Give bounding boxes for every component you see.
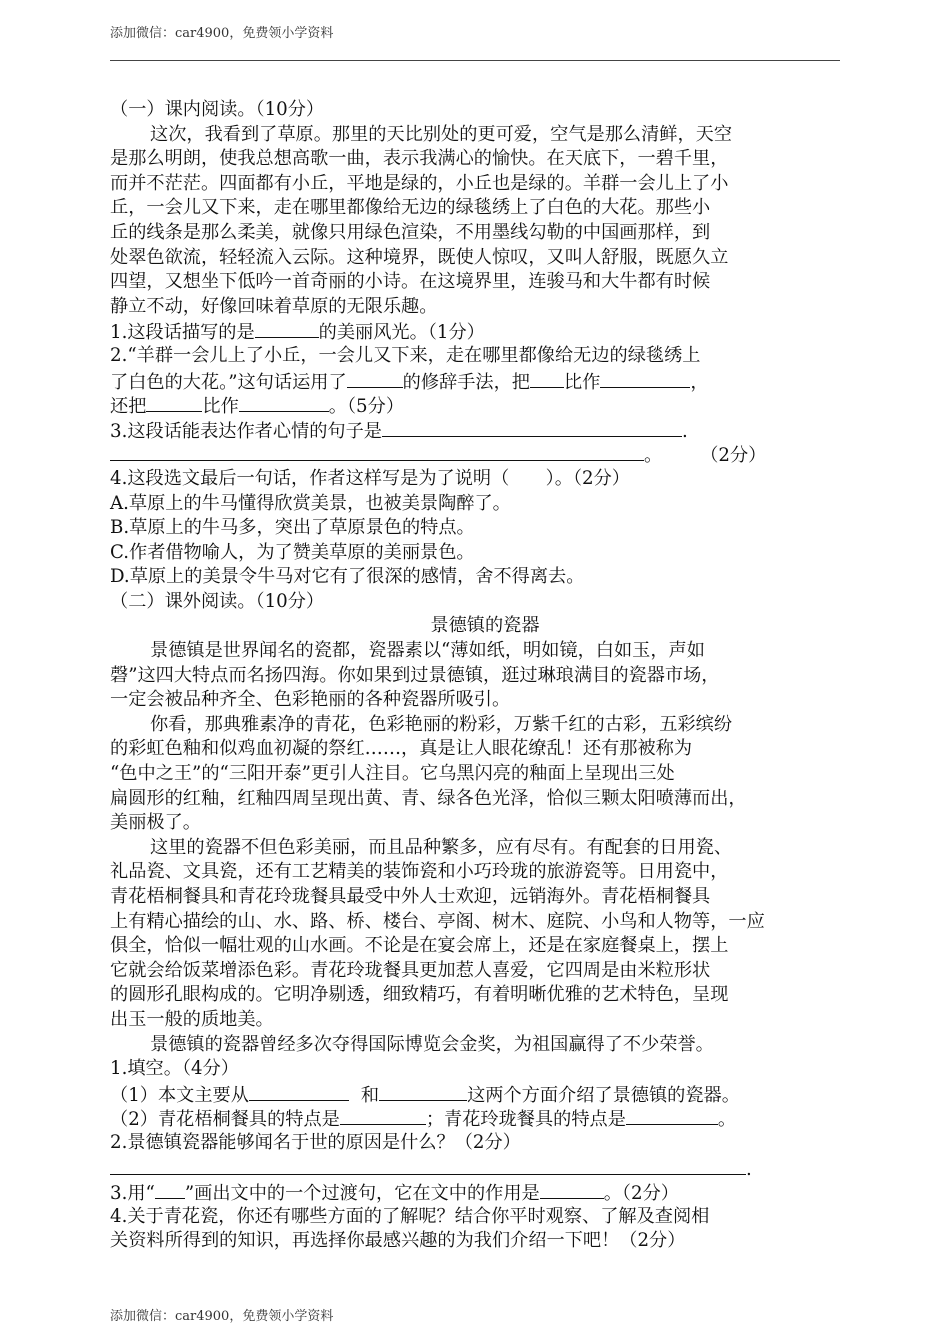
article-title: 景德镇的瓷器 xyxy=(430,615,540,637)
question-text: ；青花玲珑餐具的特点是 xyxy=(425,1109,626,1131)
option-b[interactable]: B.草原上的牛马多，突出了草原景色的特点。 xyxy=(110,517,475,539)
passage-line: 磬”这四大特点而名扬四海。你如果到过景德镇，逛过琳琅满目的瓷器市场， xyxy=(110,664,720,686)
question-text: 了白色的大花。”这句话运用了 xyxy=(110,371,347,393)
question-text: 。（2分） xyxy=(603,1183,679,1205)
question-3-line1 xyxy=(110,418,860,443)
passage-line: 青花梧桐餐具和青花玲珑餐具最受中外人士欢迎，远销海外。青花梧桐餐具 xyxy=(110,886,711,907)
article-paragraph-2 xyxy=(110,713,860,836)
question-text: 这两个方面介绍了景德镇的瓷器。 xyxy=(467,1084,740,1106)
section2-question-2-answer xyxy=(110,1156,860,1181)
passage-line: 而并不茫茫。四面都有小丘，平地是绿的，小丘也是绿的。羊群一会儿上了小 xyxy=(110,172,729,194)
option-d[interactable]: D.草原上的美景令牛马对它有了很深的感情，舍不得离去。 xyxy=(110,566,585,588)
passage-line: 礼品瓷、文具瓷，还有工艺精美的装饰瓷和小巧玲珑的旅游瓷等。日用瓷中， xyxy=(110,861,729,883)
answer-blank[interactable] xyxy=(146,393,202,412)
passage-line: 你看，那典雅素净的青花，色彩艳丽的粉彩，万紫千红的古彩，五彩缤纷 xyxy=(150,713,733,735)
question-text: 。（5分） xyxy=(328,396,405,418)
answer-blank[interactable] xyxy=(379,1082,467,1101)
passage-line: 景德镇是世界闻名的瓷都，瓷器素以“薄如纸，明如镜，白如玉，声如 xyxy=(150,640,705,662)
question-4-stem: 4.这段选文最后一句话，作者这样写是为了说明（ ）。（2分） xyxy=(110,467,630,489)
section2-question-1-stem: 1.填空。（4分） xyxy=(110,1058,239,1080)
question-text: （1）本文主要从 xyxy=(110,1084,249,1106)
passage-line: 这里的瓷器不但色彩美丽，而且品种繁多，应有尽有。有配套的日用瓷、 xyxy=(150,836,733,858)
article-paragraph-4: 景德镇的瓷器曾经多次夺得国际博览会金奖，为祖国赢得了不少荣誉。 xyxy=(150,1033,714,1055)
question-text: 的修辞手法，把 xyxy=(402,371,530,393)
passage-line: 扁圆形的红釉，红釉四周呈现出黄、青、绿各色光泽，恰似三颗太阳喷薄而出， xyxy=(110,787,747,809)
question-text: . xyxy=(681,420,688,442)
section2-question-3 xyxy=(110,1180,860,1205)
option-a[interactable]: A.草原上的牛马懂得欣赏美景，也被美景陶醉了。 xyxy=(110,492,511,514)
passage-line: 的圆形孔眼构成的。它明净剔透，细致精巧，有着明晰优雅的艺术特色，呈现 xyxy=(110,984,729,1006)
question-text: 3.这段话能表达作者心情的句子是 xyxy=(110,420,382,442)
passage-line: 处翠色欲流，轻轻流入云际。这种境界，既使人惊叹，又叫人舒服，既愿久立 xyxy=(110,246,729,268)
page-footer: 添加微信：car4900，免费领小学资料 xyxy=(110,1309,334,1324)
page-header: 添加微信：car4900，免费领小学资料 xyxy=(110,26,334,41)
answer-blank[interactable] xyxy=(155,1180,185,1199)
question-text: . xyxy=(746,1158,752,1180)
section2-question-4-line2: 关资料所得到的知识，再选择你最感兴趣的为我们介绍一下吧！（2分） xyxy=(110,1230,686,1252)
section1-heading: （一）课内阅读。（10分） xyxy=(110,99,325,120)
section2-question-1-sub1 xyxy=(110,1082,860,1107)
article-paragraph-1 xyxy=(110,639,860,713)
article-paragraph-3 xyxy=(110,836,860,1033)
question-text: 。 xyxy=(717,1109,737,1131)
worksheet-content xyxy=(110,98,860,1254)
question-3-line2 xyxy=(110,442,860,467)
question-2-line3 xyxy=(110,393,860,418)
question-2-line1: 2.“羊群一会儿上了小丘，一会儿又下来，走在哪里都像给无边的绿毯绣上 xyxy=(110,344,701,366)
question-text: 3.用“ xyxy=(110,1183,155,1205)
passage-line: 一定会被品种齐全、色彩艳丽的各种瓷器所吸引。 xyxy=(110,689,511,711)
passage-line: 俱全，恰似一幅壮观的山水画。不论是在宴会席上，还是在家庭餐桌上，摆上 xyxy=(110,935,729,957)
answer-blank[interactable] xyxy=(382,418,682,437)
answer-blank[interactable] xyxy=(600,369,690,388)
passage-line: 丘的线条是那么柔美，就像只用绿色渲染，不用墨线勾勒的中国画那样，到 xyxy=(110,221,711,243)
passage-line: “色中之王”的“三阳开泰”更引人注目。它乌黑闪亮的釉面上呈现出三处 xyxy=(110,763,675,785)
passage-line: 的彩虹色釉和似鸡血初凝的祭红……，真是让人眼花缭乱！还有那被称为 xyxy=(110,738,693,760)
question-text: （2）青花梧桐餐具的特点是 xyxy=(110,1109,340,1131)
question-text: ， xyxy=(690,371,709,393)
question-2-line2 xyxy=(110,369,860,394)
question-text: 比作 xyxy=(202,396,239,418)
question-score: （2分） xyxy=(700,445,767,467)
answer-blank[interactable] xyxy=(340,1106,426,1125)
section2-question-1-sub2 xyxy=(110,1106,860,1131)
answer-blank[interactable] xyxy=(255,319,319,338)
section2-question-4-line1: 4.关于青花瓷，你还有哪些方面的了解呢？结合你平时观察、了解及查阅相 xyxy=(110,1205,710,1227)
answer-blank[interactable] xyxy=(110,1156,746,1175)
header-divider xyxy=(110,60,840,61)
answer-blank[interactable] xyxy=(239,393,329,412)
question-text: 1.这段话描写的是 xyxy=(110,322,255,344)
answer-blank[interactable] xyxy=(249,1082,349,1101)
passage-line: 丘，一会儿又下来，走在哪里都像给无边的绿毯绣上了白色的大花。那些小 xyxy=(110,197,711,219)
question-text: 的美丽风光。（1分） xyxy=(318,322,485,344)
answer-blank[interactable] xyxy=(530,369,564,388)
question-text: 还把 xyxy=(110,396,147,418)
passage-line: 静立不动，好像回味着草原的无限乐趣。 xyxy=(110,295,438,317)
passage-line: 出玉一般的质地美。 xyxy=(110,1008,274,1030)
passage-line: 这次，我看到了草原。那里的天比别处的更可爱，空气是那么清鲜，天空 xyxy=(150,123,733,145)
answer-blank[interactable] xyxy=(626,1106,718,1125)
question-text: 。 xyxy=(644,445,663,467)
section2-question-2-stem: 2.景德镇瓷器能够闻名于世的原因是什么？（2分） xyxy=(110,1131,521,1153)
question-text: 和 xyxy=(360,1084,380,1106)
passage-line: 美丽极了。 xyxy=(110,812,201,834)
answer-blank[interactable] xyxy=(110,442,644,461)
section2-heading: （二）课外阅读。（10分） xyxy=(110,590,325,612)
question-text: ”画出文中的一个过渡句，它在文中的作用是 xyxy=(184,1183,540,1205)
question-text: 比作 xyxy=(563,371,601,393)
answer-blank[interactable] xyxy=(540,1180,604,1199)
passage-line: 上有精心描绘的山、水、路、桥、楼台、亭阁、树木、庭院、小鸟和人物等，一应 xyxy=(110,910,765,932)
section1-passage xyxy=(110,123,860,320)
passage-line: 它就会给饭菜增添色彩。青花玲珑餐具更加惹人喜爱，它四周是由米粒形状 xyxy=(110,959,711,981)
answer-blank[interactable] xyxy=(347,369,403,388)
passage-line: 四望，又想坐下低吟一首奇丽的小诗。在这境界里，连骏马和大牛都有时候 xyxy=(110,271,711,293)
option-c[interactable]: C.作者借物喻人，为了赞美草原的美丽景色。 xyxy=(110,541,475,563)
question-1 xyxy=(110,319,860,344)
passage-line: 是那么明朗，使我总想高歌一曲，表示我满心的愉快。在天底下，一碧千里， xyxy=(110,148,729,170)
